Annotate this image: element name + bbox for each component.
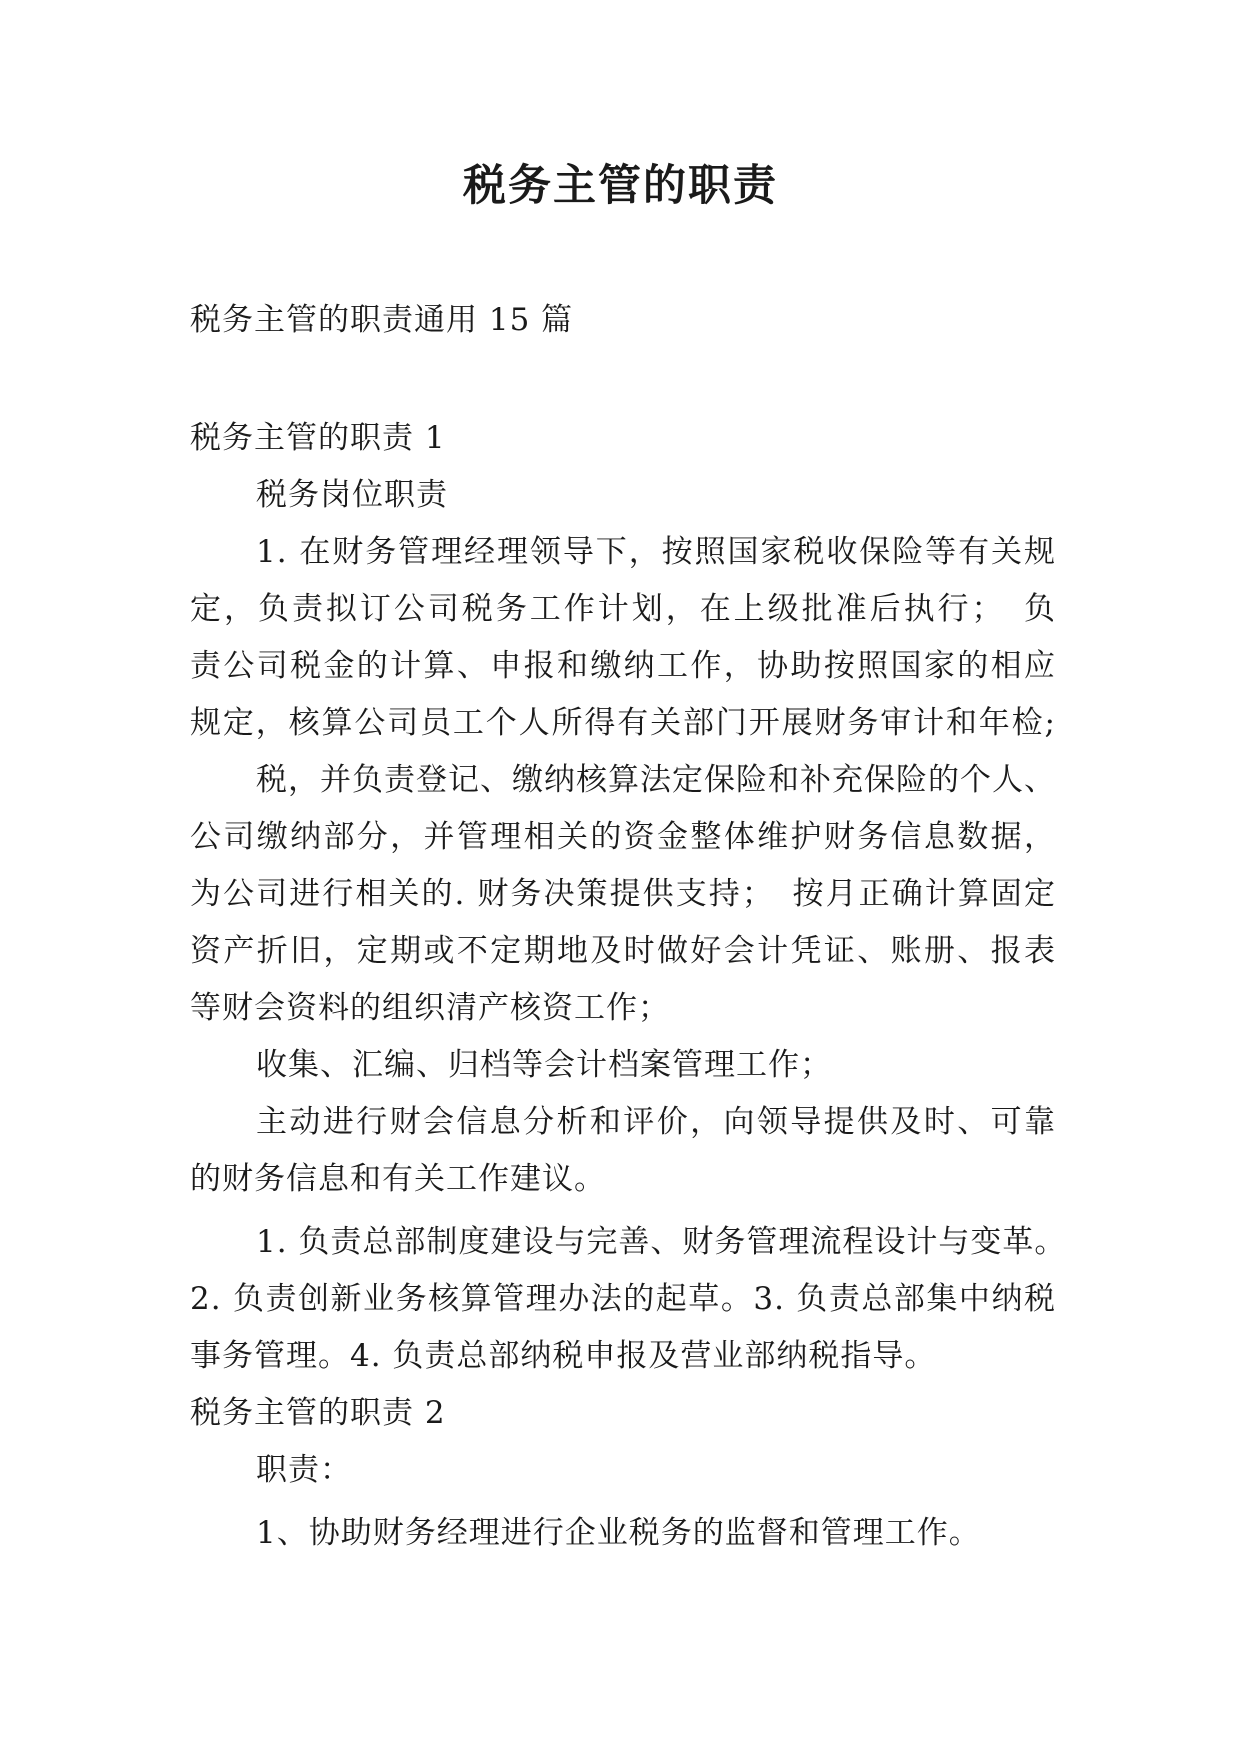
paragraph-line: 1. 负责总部制度建设与完善、财务管理流程设计与变革。 [256, 1224, 1067, 1260]
paragraph-line: 为公司进行相关的. 财务决策提供支持； 按月正确计算固定 [190, 876, 1056, 912]
paragraph-line: 规定，核算公司员工个人所得有关部门开展财务审计和年检; [190, 705, 1056, 741]
section-subheading: 职责： [256, 1452, 352, 1488]
section-subheading: 税务岗位职责 [256, 477, 448, 513]
paragraph-line: 公司缴纳部分，并管理相关的资金整体维护财务信息数据， [190, 819, 1056, 855]
paragraph-line: 资产折旧，定期或不定期地及时做好会计凭证、账册、报表 [190, 933, 1056, 969]
paragraph-line: 定，负责拟订公司税务工作计划，在上级批准后执行； 负 [190, 591, 1056, 627]
paragraph-line: 1、协助财务经理进行企业税务的监督和管理工作。 [256, 1515, 981, 1551]
paragraph-line: 事务管理。4. 负责总部纳税申报及营业部纳税指导。 [190, 1338, 937, 1374]
paragraph-line: 税，并负责登记、缴纳核算法定保险和补充保险的个人、 [256, 762, 1056, 798]
document-subtitle: 税务主管的职责通用 15 篇 [190, 302, 574, 338]
paragraph-line: 责公司税金的计算、申报和缴纳工作，协助按照国家的相应 [190, 648, 1056, 684]
section-heading-1: 税务主管的职责 1 [190, 420, 446, 456]
paragraph-line: 主动进行财会信息分析和评价，向领导提供及时、可靠 [256, 1104, 1056, 1140]
paragraph-line: 1. 在财务管理经理领导下，按照国家税收保险等有关规 [256, 534, 1056, 570]
document-title: 税务主管的职责 [463, 161, 778, 211]
paragraph-line: 2. 负责创新业务核算管理办法的起草。3. 负责总部集中纳税 [190, 1281, 1056, 1317]
paragraph-line: 的财务信息和有关工作建议。 [190, 1161, 606, 1197]
paragraph-line: 等财会资料的组织清产核资工作； [190, 990, 670, 1026]
section-heading-2: 税务主管的职责 2 [190, 1395, 446, 1431]
paragraph-line: 收集、汇编、归档等会计档案管理工作； [256, 1047, 832, 1083]
